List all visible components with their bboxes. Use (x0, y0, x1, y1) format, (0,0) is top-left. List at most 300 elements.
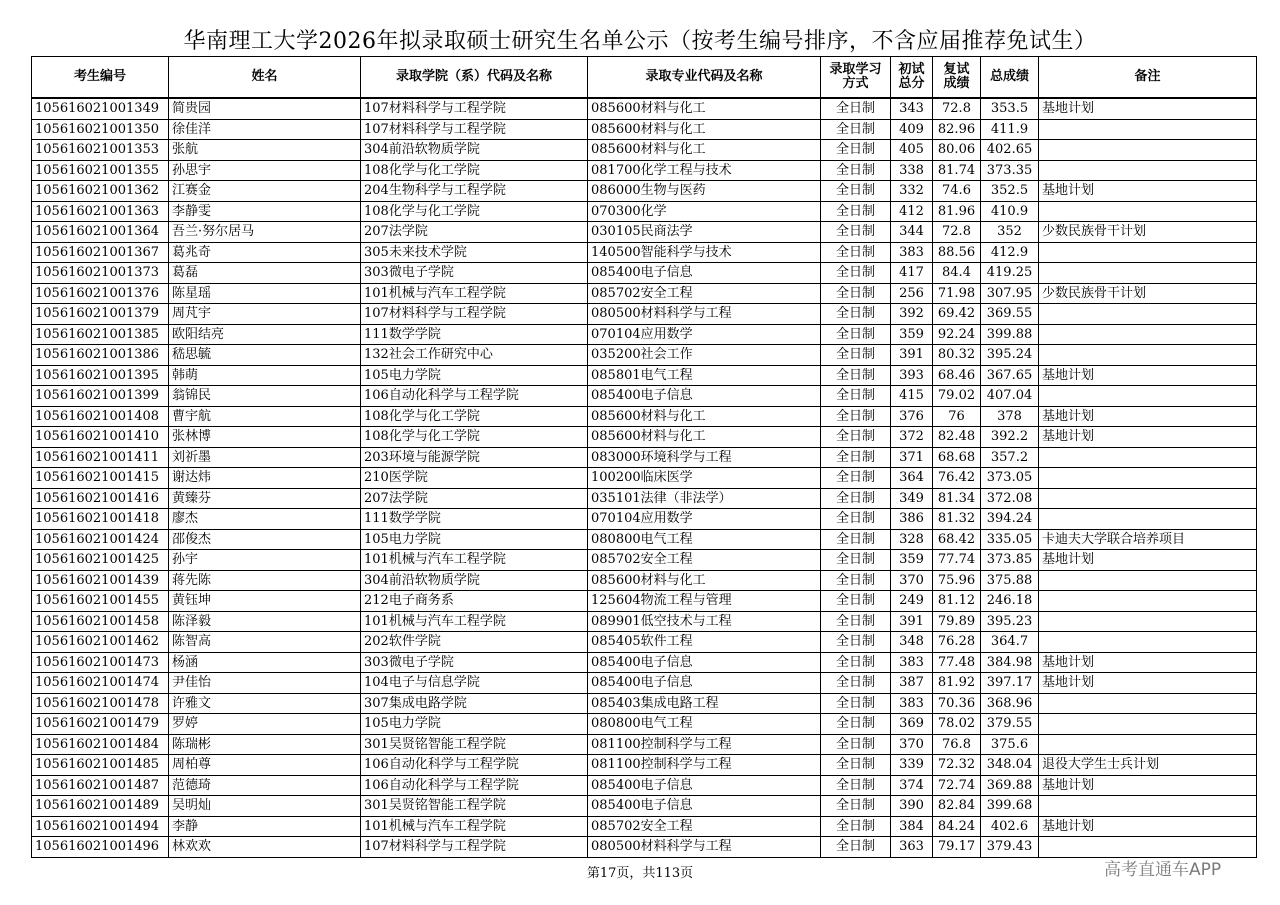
cell-prelim-score: 391 (891, 345, 933, 366)
cell-major: 085403集成电路工程 (588, 693, 821, 714)
cell-college: 108化学与化工学院 (361, 160, 588, 181)
cell-total-score: 384.98 (981, 652, 1039, 673)
cell-major: 085600材料与化工 (588, 98, 821, 119)
cell-name: 葛磊 (169, 263, 361, 284)
col-header-remarks: 备注 (1039, 57, 1257, 99)
cell-retest-score: 82.48 (933, 427, 981, 448)
table-row (32, 222, 1257, 243)
cell-prelim-score: 374 (891, 775, 933, 796)
cell-remarks (1039, 140, 1257, 161)
table-row (32, 529, 1257, 550)
cell-name: 孙宇 (169, 550, 361, 571)
cell-name: 徐佳洋 (169, 119, 361, 140)
cell-study-mode: 全日制 (821, 488, 891, 509)
cell-college: 304前沿软物质学院 (361, 140, 588, 161)
cell-name: 孙思宇 (169, 160, 361, 181)
cell-study-mode: 全日制 (821, 119, 891, 140)
cell-retest-score: 81.74 (933, 160, 981, 181)
cell-study-mode: 全日制 (821, 201, 891, 222)
cell-college: 106自动化科学与工程学院 (361, 386, 588, 407)
cell-name: 欧阳结亮 (169, 324, 361, 345)
cell-total-score: 407.04 (981, 386, 1039, 407)
cell-study-mode: 全日制 (821, 693, 891, 714)
cell-exam-id: 105616021001494 (32, 816, 169, 837)
cell-total-score: 402.6 (981, 816, 1039, 837)
cell-remarks (1039, 488, 1257, 509)
cell-name: 嵇思毓 (169, 345, 361, 366)
cell-study-mode: 全日制 (821, 591, 891, 612)
cell-exam-id: 105616021001415 (32, 468, 169, 489)
cell-major: 085405软件工程 (588, 632, 821, 653)
cell-remarks: 基地计划 (1039, 550, 1257, 571)
cell-college: 303微电子学院 (361, 652, 588, 673)
cell-total-score: 369.88 (981, 775, 1039, 796)
cell-major: 081700化学工程与技术 (588, 160, 821, 181)
table-row (32, 673, 1257, 694)
cell-retest-score: 80.32 (933, 345, 981, 366)
cell-exam-id: 105616021001353 (32, 140, 169, 161)
cell-name: 黄臻芬 (169, 488, 361, 509)
cell-college: 108化学与化工学院 (361, 201, 588, 222)
cell-college: 111数学学院 (361, 509, 588, 530)
cell-major: 070104应用数学 (588, 324, 821, 345)
cell-prelim-score: 339 (891, 755, 933, 776)
cell-prelim-score: 392 (891, 304, 933, 325)
cell-remarks (1039, 263, 1257, 284)
cell-retest-score: 70.36 (933, 693, 981, 714)
cell-prelim-score: 415 (891, 386, 933, 407)
cell-name: 吾兰·努尔居马 (169, 222, 361, 243)
table-row (32, 181, 1257, 202)
cell-total-score: 373.35 (981, 160, 1039, 181)
cell-name: 张航 (169, 140, 361, 161)
cell-retest-score: 92.24 (933, 324, 981, 345)
cell-exam-id: 105616021001395 (32, 365, 169, 386)
cell-remarks: 少数民族骨干计划 (1039, 222, 1257, 243)
cell-college: 105电力学院 (361, 365, 588, 386)
cell-name: 刘祈墨 (169, 447, 361, 468)
table-row (32, 119, 1257, 140)
cell-major: 035101法律（非法学） (588, 488, 821, 509)
table-row (32, 468, 1257, 489)
cell-college: 108化学与化工学院 (361, 427, 588, 448)
cell-prelim-score: 349 (891, 488, 933, 509)
cell-exam-id: 105616021001408 (32, 406, 169, 427)
cell-major: 085600材料与化工 (588, 427, 821, 448)
cell-retest-score: 81.34 (933, 488, 981, 509)
cell-remarks (1039, 611, 1257, 632)
cell-remarks: 退役大学生士兵计划 (1039, 755, 1257, 776)
cell-exam-id: 105616021001416 (32, 488, 169, 509)
cell-retest-score: 76.28 (933, 632, 981, 653)
cell-prelim-score: 343 (891, 98, 933, 119)
table-row (32, 611, 1257, 632)
cell-major: 080800电气工程 (588, 714, 821, 735)
cell-study-mode: 全日制 (821, 611, 891, 632)
cell-retest-score: 84.24 (933, 816, 981, 837)
table-row (32, 796, 1257, 817)
cell-name: 林欢欢 (169, 837, 361, 858)
table-row (32, 447, 1257, 468)
table-row (32, 427, 1257, 448)
cell-college: 106自动化科学与工程学院 (361, 755, 588, 776)
cell-college: 107材料科学与工程学院 (361, 119, 588, 140)
cell-prelim-score: 387 (891, 673, 933, 694)
cell-major: 089901低空技术与工程 (588, 611, 821, 632)
cell-study-mode: 全日制 (821, 406, 891, 427)
cell-total-score: 353.5 (981, 98, 1039, 119)
cell-exam-id: 105616021001410 (32, 427, 169, 448)
cell-exam-id: 105616021001386 (32, 345, 169, 366)
cell-prelim-score: 249 (891, 591, 933, 612)
cell-total-score: 375.6 (981, 734, 1039, 755)
cell-major: 085600材料与化工 (588, 406, 821, 427)
cell-exam-id: 105616021001489 (32, 796, 169, 817)
cell-college: 101机械与汽车工程学院 (361, 283, 588, 304)
cell-total-score: 395.24 (981, 345, 1039, 366)
cell-prelim-score: 383 (891, 693, 933, 714)
cell-major: 085400电子信息 (588, 652, 821, 673)
cell-study-mode: 全日制 (821, 775, 891, 796)
cell-college: 210医学院 (361, 468, 588, 489)
cell-retest-score: 72.32 (933, 755, 981, 776)
col-header-major: 录取专业代码及名称 (588, 57, 821, 99)
cell-study-mode: 全日制 (821, 386, 891, 407)
table-row (32, 345, 1257, 366)
cell-remarks (1039, 734, 1257, 755)
cell-prelim-score: 383 (891, 652, 933, 673)
cell-retest-score: 88.56 (933, 242, 981, 263)
cell-total-score: 348.04 (981, 755, 1039, 776)
cell-prelim-score: 370 (891, 734, 933, 755)
col-header-prelim-score: 初试总分 (891, 57, 933, 99)
cell-exam-id: 105616021001350 (32, 119, 169, 140)
cell-major: 085801电气工程 (588, 365, 821, 386)
cell-total-score: 357.2 (981, 447, 1039, 468)
table-row (32, 365, 1257, 386)
cell-remarks: 基地计划 (1039, 427, 1257, 448)
cell-total-score: 412.9 (981, 242, 1039, 263)
cell-remarks (1039, 509, 1257, 530)
cell-name: 黄钰坤 (169, 591, 361, 612)
cell-retest-score: 78.02 (933, 714, 981, 735)
cell-college: 132社会工作研究中心 (361, 345, 588, 366)
col-header-exam-id: 考生编号 (32, 57, 169, 99)
cell-study-mode: 全日制 (821, 263, 891, 284)
cell-prelim-score: 372 (891, 427, 933, 448)
cell-college: 105电力学院 (361, 529, 588, 550)
cell-total-score: 246.18 (981, 591, 1039, 612)
table-row (32, 283, 1257, 304)
cell-major: 085702安全工程 (588, 283, 821, 304)
cell-prelim-score: 359 (891, 324, 933, 345)
cell-remarks: 基地计划 (1039, 98, 1257, 119)
cell-major: 030105民商法学 (588, 222, 821, 243)
cell-exam-id: 105616021001473 (32, 652, 169, 673)
cell-retest-score: 81.92 (933, 673, 981, 694)
cell-name: 韩萌 (169, 365, 361, 386)
cell-study-mode: 全日制 (821, 98, 891, 119)
cell-remarks: 基地计划 (1039, 365, 1257, 386)
cell-prelim-score: 417 (891, 263, 933, 284)
cell-retest-score: 75.96 (933, 570, 981, 591)
cell-name: 简贵园 (169, 98, 361, 119)
cell-name: 吴明灿 (169, 796, 361, 817)
cell-study-mode: 全日制 (821, 160, 891, 181)
cell-study-mode: 全日制 (821, 304, 891, 325)
cell-total-score: 373.05 (981, 468, 1039, 489)
cell-name: 罗婷 (169, 714, 361, 735)
cell-major: 125604物流工程与管理 (588, 591, 821, 612)
watermark: 高考直通车APP (1104, 860, 1222, 880)
cell-college: 303微电子学院 (361, 263, 588, 284)
table-row (32, 693, 1257, 714)
cell-study-mode: 全日制 (821, 755, 891, 776)
cell-total-score: 373.85 (981, 550, 1039, 571)
table-row (32, 488, 1257, 509)
cell-prelim-score: 328 (891, 529, 933, 550)
table-row (32, 406, 1257, 427)
cell-retest-score: 84.4 (933, 263, 981, 284)
cell-exam-id: 105616021001362 (32, 181, 169, 202)
cell-major: 081100控制科学与工程 (588, 755, 821, 776)
cell-prelim-score: 338 (891, 160, 933, 181)
cell-remarks (1039, 632, 1257, 653)
cell-retest-score: 74.6 (933, 181, 981, 202)
cell-name: 许雅文 (169, 693, 361, 714)
cell-retest-score: 81.12 (933, 591, 981, 612)
cell-prelim-score: 390 (891, 796, 933, 817)
cell-name: 陈泽毅 (169, 611, 361, 632)
cell-total-score: 395.23 (981, 611, 1039, 632)
cell-exam-id: 105616021001485 (32, 755, 169, 776)
table-row (32, 201, 1257, 222)
table-header-row (32, 57, 1257, 99)
cell-study-mode: 全日制 (821, 734, 891, 755)
cell-remarks (1039, 386, 1257, 407)
cell-retest-score: 76.8 (933, 734, 981, 755)
cell-prelim-score: 376 (891, 406, 933, 427)
cell-study-mode: 全日制 (821, 714, 891, 735)
cell-remarks (1039, 714, 1257, 735)
cell-prelim-score: 405 (891, 140, 933, 161)
cell-name: 陈瑞彬 (169, 734, 361, 755)
cell-major: 085400电子信息 (588, 386, 821, 407)
cell-college: 207法学院 (361, 488, 588, 509)
cell-name: 李静 (169, 816, 361, 837)
cell-retest-score: 72.74 (933, 775, 981, 796)
cell-major: 035200社会工作 (588, 345, 821, 366)
cell-exam-id: 105616021001478 (32, 693, 169, 714)
cell-remarks: 少数民族骨干计划 (1039, 283, 1257, 304)
cell-name: 葛兆奇 (169, 242, 361, 263)
cell-study-mode: 全日制 (821, 324, 891, 345)
cell-retest-score: 69.42 (933, 304, 981, 325)
cell-college: 107材料科学与工程学院 (361, 304, 588, 325)
cell-study-mode: 全日制 (821, 427, 891, 448)
cell-study-mode: 全日制 (821, 283, 891, 304)
cell-exam-id: 105616021001376 (32, 283, 169, 304)
cell-remarks (1039, 242, 1257, 263)
table-row (32, 509, 1257, 530)
cell-college: 202软件学院 (361, 632, 588, 653)
cell-prelim-score: 393 (891, 365, 933, 386)
cell-name: 张林博 (169, 427, 361, 448)
cell-study-mode: 全日制 (821, 181, 891, 202)
cell-study-mode: 全日制 (821, 365, 891, 386)
cell-retest-score: 79.17 (933, 837, 981, 858)
cell-prelim-score: 370 (891, 570, 933, 591)
cell-total-score: 411.9 (981, 119, 1039, 140)
cell-total-score: 394.24 (981, 509, 1039, 530)
cell-exam-id: 105616021001458 (32, 611, 169, 632)
cell-major: 140500智能科学与技术 (588, 242, 821, 263)
cell-remarks (1039, 468, 1257, 489)
cell-name: 廖杰 (169, 509, 361, 530)
cell-exam-id: 105616021001411 (32, 447, 169, 468)
cell-retest-score: 82.96 (933, 119, 981, 140)
table-row (32, 242, 1257, 263)
cell-name: 周芃宇 (169, 304, 361, 325)
col-header-college: 录取学院（系）代码及名称 (361, 57, 588, 99)
cell-study-mode: 全日制 (821, 529, 891, 550)
cell-remarks: 基地计划 (1039, 652, 1257, 673)
cell-college: 307集成电路学院 (361, 693, 588, 714)
cell-name: 曹宇航 (169, 406, 361, 427)
cell-college: 107材料科学与工程学院 (361, 98, 588, 119)
table-row (32, 591, 1257, 612)
cell-total-score: 352.5 (981, 181, 1039, 202)
cell-prelim-score: 348 (891, 632, 933, 653)
table-row (32, 140, 1257, 161)
cell-college: 203环境与能源学院 (361, 447, 588, 468)
table-row (32, 160, 1257, 181)
cell-name: 陈星瑶 (169, 283, 361, 304)
cell-college: 101机械与汽车工程学院 (361, 611, 588, 632)
cell-study-mode: 全日制 (821, 242, 891, 263)
cell-retest-score: 82.84 (933, 796, 981, 817)
cell-prelim-score: 384 (891, 816, 933, 837)
cell-college: 212电子商务系 (361, 591, 588, 612)
cell-total-score: 372.08 (981, 488, 1039, 509)
cell-retest-score: 76.42 (933, 468, 981, 489)
cell-total-score: 399.88 (981, 324, 1039, 345)
col-header-study-mode: 录取学习方式 (821, 57, 891, 99)
cell-major: 085702安全工程 (588, 816, 821, 837)
cell-remarks (1039, 837, 1257, 858)
cell-college: 304前沿软物质学院 (361, 570, 588, 591)
cell-major: 070104应用数学 (588, 509, 821, 530)
cell-prelim-score: 412 (891, 201, 933, 222)
cell-total-score: 402.65 (981, 140, 1039, 161)
cell-exam-id: 105616021001379 (32, 304, 169, 325)
cell-name: 邵俊杰 (169, 529, 361, 550)
cell-remarks (1039, 693, 1257, 714)
cell-total-score: 352 (981, 222, 1039, 243)
cell-total-score: 379.55 (981, 714, 1039, 735)
cell-major: 100200临床医学 (588, 468, 821, 489)
cell-retest-score: 72.8 (933, 98, 981, 119)
cell-remarks (1039, 304, 1257, 325)
cell-retest-score: 71.98 (933, 283, 981, 304)
cell-college: 305未来技术学院 (361, 242, 588, 263)
cell-prelim-score: 391 (891, 611, 933, 632)
cell-prelim-score: 256 (891, 283, 933, 304)
cell-college: 105电力学院 (361, 714, 588, 735)
cell-exam-id: 105616021001363 (32, 201, 169, 222)
table-row (32, 324, 1257, 345)
cell-name: 蒋先陈 (169, 570, 361, 591)
cell-study-mode: 全日制 (821, 796, 891, 817)
cell-major: 081100控制科学与工程 (588, 734, 821, 755)
cell-retest-score: 81.32 (933, 509, 981, 530)
cell-major: 080500材料科学与工程 (588, 837, 821, 858)
col-header-retest-score: 复试成绩 (933, 57, 981, 99)
cell-major: 085400电子信息 (588, 796, 821, 817)
cell-remarks (1039, 591, 1257, 612)
cell-remarks (1039, 345, 1257, 366)
cell-prelim-score: 409 (891, 119, 933, 140)
cell-exam-id: 105616021001349 (32, 98, 169, 119)
cell-name: 范德琦 (169, 775, 361, 796)
cell-major: 086000生物与医药 (588, 181, 821, 202)
cell-retest-score: 76 (933, 406, 981, 427)
cell-exam-id: 105616021001385 (32, 324, 169, 345)
table-row (32, 550, 1257, 571)
cell-college: 101机械与汽车工程学院 (361, 816, 588, 837)
cell-total-score: 392.2 (981, 427, 1039, 448)
cell-study-mode: 全日制 (821, 140, 891, 161)
cell-study-mode: 全日制 (821, 673, 891, 694)
cell-name: 李静雯 (169, 201, 361, 222)
cell-remarks: 基地计划 (1039, 406, 1257, 427)
cell-prelim-score: 386 (891, 509, 933, 530)
cell-exam-id: 105616021001355 (32, 160, 169, 181)
cell-remarks: 基地计划 (1039, 775, 1257, 796)
cell-exam-id: 105616021001484 (32, 734, 169, 755)
cell-total-score: 419.25 (981, 263, 1039, 284)
cell-exam-id: 105616021001373 (32, 263, 169, 284)
cell-major: 083000环境科学与工程 (588, 447, 821, 468)
cell-major: 085400电子信息 (588, 775, 821, 796)
table-row (32, 632, 1257, 653)
cell-study-mode: 全日制 (821, 570, 891, 591)
cell-remarks (1039, 160, 1257, 181)
cell-prelim-score: 359 (891, 550, 933, 571)
cell-prelim-score: 383 (891, 242, 933, 263)
cell-total-score: 397.17 (981, 673, 1039, 694)
cell-exam-id: 105616021001424 (32, 529, 169, 550)
col-header-total-score: 总成绩 (981, 57, 1039, 99)
cell-exam-id: 105616021001439 (32, 570, 169, 591)
cell-total-score: 364.7 (981, 632, 1039, 653)
cell-major: 080500材料科学与工程 (588, 304, 821, 325)
cell-college: 207法学院 (361, 222, 588, 243)
cell-study-mode: 全日制 (821, 509, 891, 530)
cell-major: 085400电子信息 (588, 673, 821, 694)
cell-remarks (1039, 201, 1257, 222)
cell-name: 陈智高 (169, 632, 361, 653)
cell-total-score: 335.05 (981, 529, 1039, 550)
cell-remarks (1039, 447, 1257, 468)
table-row (32, 734, 1257, 755)
table-row (32, 304, 1257, 325)
cell-study-mode: 全日制 (821, 652, 891, 673)
cell-retest-score: 68.46 (933, 365, 981, 386)
cell-retest-score: 68.68 (933, 447, 981, 468)
cell-exam-id: 105616021001474 (32, 673, 169, 694)
page-number: 第17页，共113页 (586, 866, 694, 881)
